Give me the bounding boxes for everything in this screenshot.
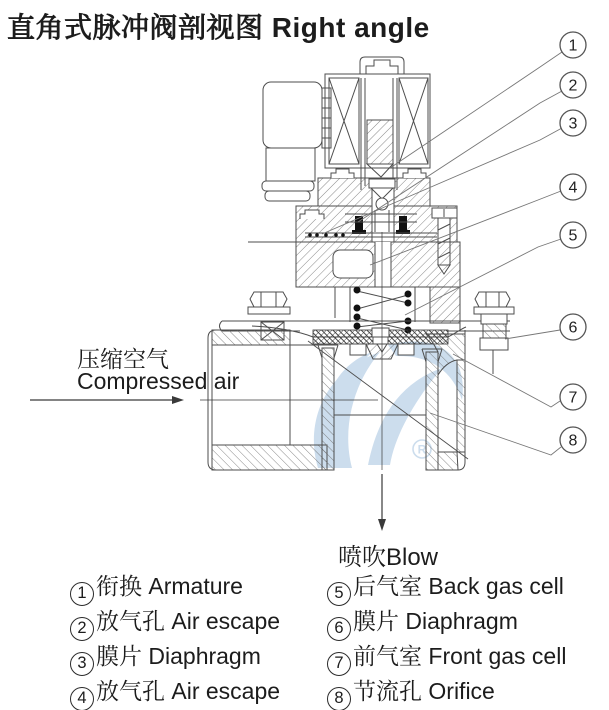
callout-7 <box>560 384 586 410</box>
svg-text:7: 7 <box>568 389 578 407</box>
blow-arrowhead <box>378 519 386 531</box>
legend-zh-6: 膜片 <box>353 608 399 634</box>
legend-num-4: 4 <box>70 687 94 710</box>
outlet-label: 喷吹Blow <box>338 544 439 571</box>
legend-zh-8: 节流孔 <box>353 678 422 704</box>
callout-4 <box>560 174 586 200</box>
legend-en-5: Back gas cell <box>428 573 564 599</box>
legend-zh-1: 衔换 <box>96 573 142 599</box>
mid-valve-body <box>296 242 460 330</box>
legend-en-3: Diaphragm <box>148 643 261 669</box>
legend-en-4: Air escape <box>171 678 281 704</box>
legend-zh-7: 前气室 <box>353 643 422 669</box>
legend-en-8: Orifice <box>428 678 495 704</box>
watermark-r-symbol: R <box>417 442 427 457</box>
legend-num-6: 6 <box>327 617 351 641</box>
legend-item-4 <box>70 673 280 710</box>
solenoid-cap <box>360 57 404 74</box>
legend-num-1: 1 <box>70 582 94 606</box>
callout-8 <box>560 427 586 453</box>
legend-en-6: Diaphragm <box>405 608 518 634</box>
legend-zh-3: 膜片 <box>96 643 142 669</box>
inlet-label-en: Compressed air <box>77 368 240 394</box>
svg-text:2: 2 <box>568 77 578 95</box>
legend-num-8: 8 <box>327 687 351 710</box>
legend-item-3 <box>70 638 261 676</box>
callout-1 <box>560 32 586 58</box>
legend-item-1 <box>70 568 243 606</box>
legend-num-2: 2 <box>70 617 94 641</box>
legend-item-8 <box>327 673 495 710</box>
callout-5 <box>560 222 586 248</box>
legend-item-5 <box>327 568 564 606</box>
page-title: 直角式脉冲阀剖视图 Right angle <box>7 12 430 43</box>
legend-zh-4: 放气孔 <box>96 678 165 704</box>
svg-text:8: 8 <box>568 432 578 450</box>
legend-num-5: 5 <box>327 582 351 606</box>
inlet-label-zh: 压缩空气 <box>77 346 169 372</box>
legend-item-2 <box>70 603 280 641</box>
svg-text:3: 3 <box>568 115 578 133</box>
callout-3 <box>560 110 586 136</box>
compressed-air-arrowhead <box>172 396 184 404</box>
legend-en-1: Armature <box>148 573 243 599</box>
legend-en-7: Front gas cell <box>428 643 567 669</box>
svg-text:4: 4 <box>568 179 578 197</box>
svg-text:5: 5 <box>568 227 578 245</box>
legend-zh-5: 后气室 <box>353 573 422 599</box>
legend-num-3: 3 <box>70 652 94 676</box>
legend-item-7 <box>327 638 566 676</box>
valve-drawing <box>208 57 514 470</box>
legend-en-2: Air escape <box>171 608 281 634</box>
legend-item-6 <box>327 603 518 641</box>
legend-num-7: 7 <box>327 652 351 676</box>
svg-text:1: 1 <box>568 37 578 55</box>
callout-balloons <box>560 32 586 453</box>
callout-6 <box>560 314 586 340</box>
legend-zh-2: 放气孔 <box>96 608 165 634</box>
svg-text:6: 6 <box>568 319 578 337</box>
return-spring <box>354 287 412 334</box>
callout-2 <box>560 72 586 98</box>
